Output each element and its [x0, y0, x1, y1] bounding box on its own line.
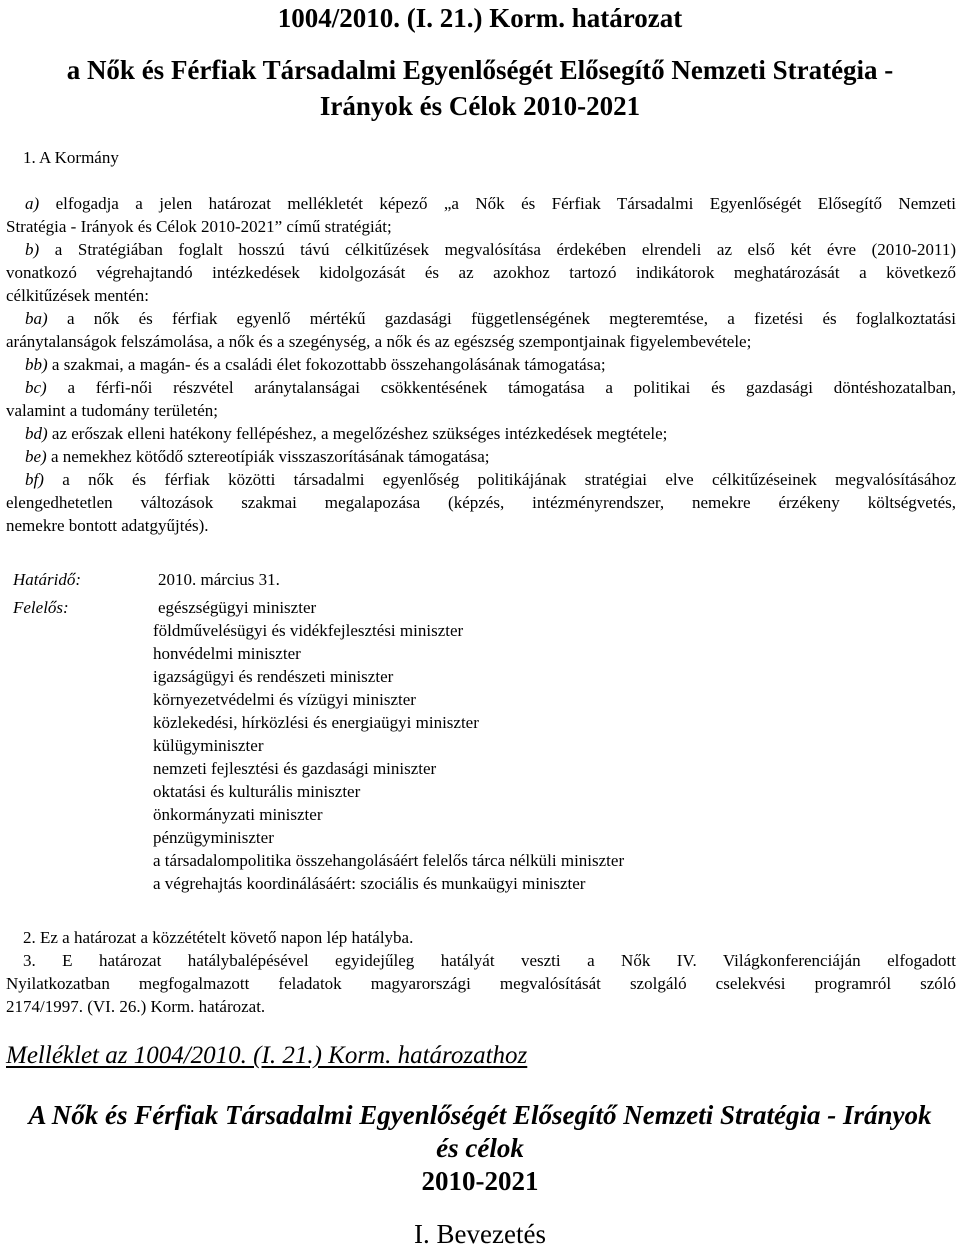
- decree-subject-line-1: a Nők és Férfiak Társadalmi Egyenlőségét Elősegítő Nemzeti Stratégia -: [66, 55, 894, 85]
- section-1-points: [6, 192, 956, 537]
- responsible-item: oktatási és kulturális miniszter: [153, 782, 361, 801]
- point-bd-line-1: bd) az erőszak elleni hatékony fellépéshez, a megelőzéshez szükséges intézkedések megtétele;: [25, 424, 668, 443]
- point-b-label: b): [25, 240, 40, 259]
- point-a-line-1: a) elfogadja a jelen határozat mellékletét képező „a Nők és Férfiak Társadalmi Egyenlőségét Elősegítő Nemzeti: [25, 194, 956, 213]
- decree-subject-line-2: Irányok és Célok 2010-2021: [319, 91, 641, 121]
- point-bc-line-1: bc) a férfi-női részvétel aránytalanságai csökkentésének támogatása a politikai és gazdasági döntéshozatalban,: [25, 378, 957, 397]
- point-a-line-2: Stratégia - Irányok és Célok 2010-2021” című stratégiát;: [6, 217, 392, 236]
- annex-heading: Melléklet az 1004/2010. (I. 21.) Korm. határozathoz: [6, 1042, 528, 1069]
- section-2-text: 2. Ez a határozat a közzétételt követő napon lép hatályba.: [23, 928, 414, 947]
- point-ba-label: ba): [25, 309, 48, 328]
- point-b-line-2: vonatkozó végrehajtandó intézkedések kidolgozását és az azokhoz tartozó indikátorok meghatározását a következő: [6, 263, 956, 282]
- point-ba-line-2: aránytalanságok felszámolása, a nők és a szegénység, a nők és az egészség szempontjainak figyelembevétele;: [6, 332, 752, 351]
- point-bf-label: bf): [25, 470, 44, 489]
- responsible-item: pénzügyminiszter: [153, 828, 274, 847]
- section-3: [6, 949, 956, 1018]
- section-3-line-2: Nyilatkozatban megfogalmazott feladatok magyarországi megvalósítását szolgáló cselekvési programról szóló: [6, 974, 956, 993]
- responsible-item: környezetvédelmi és vízügyi miniszter: [153, 690, 416, 709]
- responsible-item: honvédelmi miniszter: [153, 644, 301, 663]
- point-bf-line-1: bf) a nők és férfiak közötti társadalmi egyenlőség politikájának stratégiai elve célkitűzéseinek megvalósításához: [25, 470, 956, 489]
- responsible-item: földművelésügyi és vidékfejlesztési miniszter: [153, 621, 464, 640]
- annex-title-line-1: A Nők és Férfiak Társadalmi Egyenlőségét Elősegítő Nemzeti Stratégia - Irányok: [28, 1100, 932, 1130]
- responsible-label: Felelős:: [13, 598, 69, 617]
- responsible-item: külügyminiszter: [153, 736, 264, 755]
- point-be-line-1: be) a nemekhez kötődő sztereotípiák visszaszorításának támogatása;: [25, 447, 490, 466]
- deadline-label: Határidő:: [13, 570, 81, 589]
- point-be-label: be): [25, 447, 47, 466]
- annex-title-line-2: és célok: [436, 1133, 524, 1163]
- responsible-item: a társadalompolitika összehangolásáért felelős tárca nélküli miniszter: [153, 851, 625, 870]
- point-bf-line-3: nemekre bontott adatgyűjtés).: [6, 516, 209, 535]
- point-ba-line-1: ba) a nők és férfiak egyenlő mértékű gazdasági függetlenségének megteremtése, a fizetési és foglalkoztatási: [25, 309, 956, 328]
- section-heading-introduction: I. Bevezetés: [414, 1219, 546, 1249]
- responsible-item: közlekedési, hírközlési és energiaügyi miniszter: [153, 713, 479, 732]
- decree-number-title: 1004/2010. (I. 21.) Korm. határozat: [277, 3, 683, 33]
- point-bb-label: bb): [25, 355, 48, 374]
- responsible-item: a végrehajtás koordinálásáért: szociális és munkaügyi miniszter: [153, 874, 586, 893]
- responsible-item: egészségügyi miniszter: [158, 598, 317, 617]
- point-bd-label: bd): [25, 424, 48, 443]
- point-bc-line-2: valamint a tudomány területén;: [6, 401, 218, 420]
- point-bb-line-1: bb) a szakmai, a magán- és a családi élet fokozottabb összehangolásának támogatása;: [25, 355, 606, 374]
- section-3-line-1: 3. E határozat hatálybalépésével egyidejűleg hatályát veszti a Nők IV. Világkonferenciáján elfogadott: [23, 951, 956, 970]
- responsible-item: nemzeti fejlesztési és gazdasági miniszter: [153, 759, 437, 778]
- point-bf-line-2: elengedhetetlen változások szakmai megalapozása (képzés, intézményrendszer, nemekre érzékeny költségvetés,: [6, 493, 956, 512]
- point-bc-label: bc): [25, 378, 47, 397]
- responsible-item: igazságügyi és rendészeti miniszter: [153, 667, 394, 686]
- deadline-value: 2010. március 31.: [158, 570, 280, 589]
- section-1-heading: 1. A Kormány: [23, 148, 119, 167]
- annex-title-line-3: 2010-2021: [421, 1166, 539, 1196]
- point-b-line-1: b) a Stratégiában foglalt hosszú távú célkitűzések megvalósítása érdekében elrendeli az első két évre (2010-2011): [25, 240, 957, 259]
- point-b-line-3: célkitűzések mentén:: [6, 286, 150, 305]
- responsible-list: [153, 596, 624, 895]
- responsible-item: önkormányzati miniszter: [153, 805, 323, 824]
- section-3-line-3: 2174/1997. (VI. 26.) Korm. határozat.: [6, 997, 266, 1016]
- point-a-label: a): [25, 194, 40, 213]
